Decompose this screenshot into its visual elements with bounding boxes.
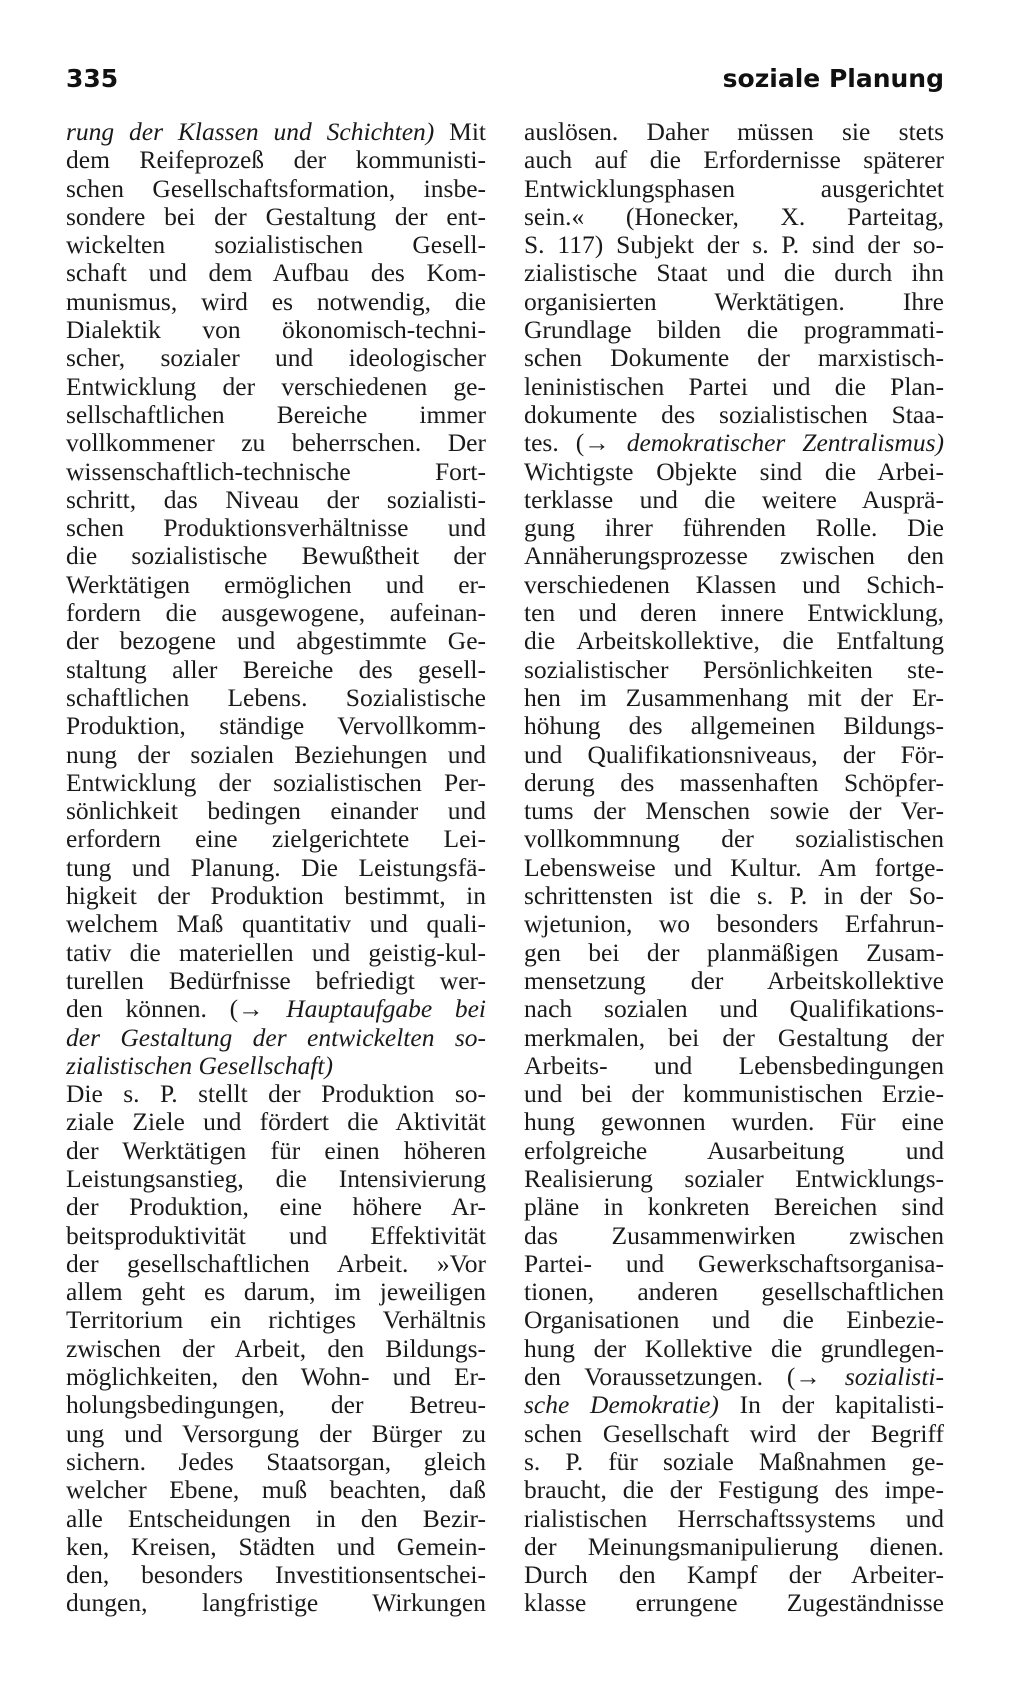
text-line: [66, 1505, 486, 1533]
text-line: [524, 1193, 944, 1221]
text-line: [524, 712, 944, 740]
text-segment: höhung des allgemeinen Bildungs-: [524, 712, 944, 741]
text-line: [66, 118, 486, 146]
text-line: [66, 1589, 486, 1617]
text-segment: welcher Ebene, muß beachten, daß: [66, 1476, 486, 1505]
text-line: [524, 1306, 944, 1334]
text-line: [524, 288, 944, 316]
text-line: [66, 825, 486, 853]
text-line: [66, 288, 486, 316]
italic-reference: sche Demokratie): [524, 1391, 719, 1420]
text-segment: schen Gesellschaft wird der Begriff: [524, 1419, 944, 1448]
text-segment: wissenschaftlich-technische Fort-: [66, 457, 486, 486]
text-segment: pläne in konkreten Bereichen sind: [524, 1193, 944, 1222]
text-segment: der Meinungsmanipulierung dienen.: [524, 1532, 944, 1561]
text-segment: derung des massenhaften Schöpfer-: [524, 768, 944, 797]
text-line: [66, 344, 486, 372]
text-segment: turellen Bedürfnisse befriedigt wer-: [66, 966, 486, 995]
right-text-column: [524, 118, 944, 1618]
text-line: [66, 231, 486, 259]
text-line: [66, 1024, 486, 1052]
text-segment: nach sozialen und Qualifikations-: [524, 995, 944, 1024]
text-segment: der bezogene und abgestimmte Ge-: [66, 627, 486, 656]
text-segment: zialistische Staat und die durch ihn: [524, 259, 944, 288]
text-line: [66, 1533, 486, 1561]
text-segment: sozialistischer Persönlichkeiten ste-: [524, 655, 944, 684]
text-segment: beitsproduktivität und Effektivität: [66, 1221, 486, 1250]
text-segment: staltung aller Bereiche des gesell-: [66, 655, 486, 684]
text-segment: hung der Kollektive die grundlegen-: [524, 1334, 944, 1363]
text-segment: schaft und dem Aufbau des Kom-: [66, 259, 486, 288]
text-line: [524, 1589, 944, 1617]
text-segment: Territorium ein richtiges Verhältnis: [66, 1306, 486, 1335]
text-line: [524, 146, 944, 174]
text-segment: verschiedenen Klassen und Schich-: [524, 570, 944, 599]
italic-reference: demokratischer Zentralismus): [626, 429, 944, 458]
text-line: [524, 797, 944, 825]
text-segment: Leistungsanstieg, die Intensivierung: [66, 1164, 486, 1193]
text-segment: möglichkeiten, den Wohn- und Er-: [66, 1363, 486, 1392]
text-line: [524, 684, 944, 712]
text-segment: den, besonders Investitionsentschei-: [66, 1561, 486, 1590]
text-line: [66, 1448, 486, 1476]
text-line: [66, 684, 486, 712]
text-line: [524, 656, 944, 684]
text-line: [66, 995, 486, 1023]
text-segment: vollkommnung der sozialistischen: [524, 825, 944, 854]
text-segment: die sozialistische Bewußtheit der: [66, 542, 486, 571]
text-line: [524, 939, 944, 967]
text-line: [66, 656, 486, 684]
text-segment: fordern die ausgewogene, aufeinan-: [66, 599, 486, 628]
text-segment: Wichtigste Objekte sind die Arbei-: [524, 457, 944, 486]
text-segment: Organisationen und die Einbezie-: [524, 1306, 944, 1335]
text-segment: scher, sozialer und ideologischer: [66, 344, 486, 373]
text-line: [66, 1335, 486, 1363]
text-segment: und bei der kommunistischen Erzie-: [524, 1080, 944, 1109]
text-line: [524, 401, 944, 429]
text-line: [524, 1420, 944, 1448]
text-line: [524, 1024, 944, 1052]
text-line: [66, 1391, 486, 1419]
text-line: [66, 1080, 486, 1108]
text-segment: sondere bei der Gestaltung der ent-: [66, 202, 486, 231]
text-segment: die Arbeitskollektive, die Entfaltung: [524, 627, 944, 656]
text-line: [66, 627, 486, 655]
text-segment: munismus, wird es notwendig, die: [66, 287, 486, 316]
text-line: [524, 231, 944, 259]
text-segment: rialistischen Herrschaftssystems und: [524, 1504, 944, 1533]
text-line: [524, 1363, 944, 1391]
text-segment: ten und deren innere Entwicklung,: [524, 599, 944, 628]
text-segment: schen Dokumente der marxistisch-: [524, 344, 944, 373]
text-segment: und Qualifikationsniveaus, der För-: [524, 740, 944, 769]
text-segment: S. 117) Subjekt der s. P. sind der so-: [524, 231, 944, 260]
text-segment: schen Gesellschaftsformation, insbe-: [66, 174, 486, 203]
text-segment: Die s. P. stellt der Produktion so-: [66, 1080, 486, 1109]
text-line: [524, 1476, 944, 1504]
text-segment: vollkommener zu beherrschen. Der: [66, 429, 486, 458]
text-line: [524, 259, 944, 287]
text-line: [66, 712, 486, 740]
text-line: [66, 1476, 486, 1504]
text-segment: der Werktätigen für einen höheren: [66, 1136, 486, 1165]
text-line: [66, 910, 486, 938]
text-segment: den können. (→: [66, 995, 287, 1024]
text-segment: klasse errungene Zugeständnisse: [524, 1589, 944, 1618]
text-line: [524, 344, 944, 372]
text-segment: welchem Maß quantitativ und quali-: [66, 910, 486, 939]
text-line: [66, 769, 486, 797]
text-line: [524, 571, 944, 599]
text-line: [66, 486, 486, 514]
text-line: [524, 741, 944, 769]
text-segment: gen bei der planmäßigen Zusam-: [524, 938, 944, 967]
text-segment: hung gewonnen wurden. Für eine: [524, 1108, 944, 1137]
text-segment: Mit: [434, 118, 486, 146]
text-line: [66, 882, 486, 910]
text-segment: Arbeits- und Lebensbedingungen: [524, 1051, 944, 1080]
text-segment: wickelten sozialistischen Gesell-: [66, 231, 486, 260]
text-segment: sein.« (Honecker, X. Parteitag,: [524, 202, 944, 231]
text-segment: allem geht es darum, im jeweiligen: [66, 1278, 486, 1307]
text-line: [66, 797, 486, 825]
text-line: [524, 1165, 944, 1193]
text-segment: hen im Zusammenhang mit der Er-: [524, 683, 944, 712]
text-line: [66, 1363, 486, 1391]
text-segment: ziale Ziele und fördert die Aktivität: [66, 1108, 486, 1137]
text-line: [66, 373, 486, 401]
text-segment: s. P. für soziale Maßnahmen ge-: [524, 1447, 944, 1476]
running-head: soziale Planung: [722, 64, 944, 93]
text-segment: braucht, die der Festigung des impe-: [524, 1476, 944, 1505]
text-segment: den Voraussetzungen. (→: [524, 1363, 845, 1392]
text-segment: schen Produktionsverhältnisse und: [66, 514, 486, 543]
text-line: [524, 825, 944, 853]
text-line: [66, 1052, 486, 1080]
text-line: [66, 1137, 486, 1165]
text-line: [524, 967, 944, 995]
text-line: [66, 1165, 486, 1193]
text-segment: Realisierung sozialer Entwicklungs-: [524, 1164, 944, 1193]
text-segment: dem Reifeprozeß der kommunisti-: [66, 146, 486, 175]
text-line: [524, 458, 944, 486]
text-segment: zwischen der Arbeit, den Bildungs-: [66, 1334, 486, 1363]
text-line: [524, 486, 944, 514]
text-line: [66, 316, 486, 344]
text-segment: mensetzung der Arbeitskollektive: [524, 966, 944, 995]
text-segment: tung und Planung. Die Leistungsfä-: [66, 853, 486, 882]
text-segment: ken, Kreisen, Städten und Gemein-: [66, 1532, 486, 1561]
text-segment: sichern. Jedes Staatsorgan, gleich: [66, 1447, 486, 1476]
text-segment: Entwicklungsphasen ausgerichtet: [524, 174, 944, 203]
text-line: [66, 429, 486, 457]
text-segment: tativ die materiellen und geistig-kul-: [66, 938, 486, 967]
text-line: [524, 542, 944, 570]
text-line: [66, 146, 486, 174]
text-line: [524, 599, 944, 627]
text-segment: Dialektik von ökonomisch-techni-: [66, 316, 486, 345]
text-line: [524, 118, 944, 146]
text-segment: nung der sozialen Beziehungen und: [66, 740, 486, 769]
text-segment: erfordern eine zielgerichtete Lei-: [66, 825, 486, 854]
italic-reference: sozialisti-: [844, 1363, 944, 1392]
italic-reference: Hauptaufgabe bei: [286, 995, 486, 1024]
text-segment: der gesellschaftlichen Arbeit. »Vor: [66, 1249, 486, 1278]
text-segment: gung ihrer führenden Rolle. Die: [524, 514, 944, 543]
text-line: [66, 1561, 486, 1589]
text-segment: tums der Menschen sowie der Ver-: [524, 797, 944, 826]
text-segment: das Zusammenwirken zwischen: [524, 1221, 944, 1250]
page-header: [66, 64, 944, 104]
text-line: [524, 1533, 944, 1561]
text-segment: In der kapitalisti-: [718, 1391, 944, 1420]
text-line: [66, 1306, 486, 1334]
text-line: [524, 1448, 944, 1476]
text-line: [524, 627, 944, 655]
text-segment: dungen, langfristige Wirkungen: [66, 1589, 486, 1618]
text-segment: Entwicklung der verschiedenen ge-: [66, 372, 486, 401]
text-line: [524, 373, 944, 401]
text-line: [66, 1108, 486, 1136]
text-line: [524, 203, 944, 231]
text-line: [66, 1222, 486, 1250]
text-line: [66, 1278, 486, 1306]
text-segment: Grundlage bilden die programmati-: [524, 316, 944, 345]
italic-reference: rung der Klassen und Schichten): [66, 118, 435, 146]
text-line: [66, 542, 486, 570]
text-line: [524, 316, 944, 344]
text-line: [66, 854, 486, 882]
text-line: [524, 1222, 944, 1250]
italic-reference: zialistischen Gesellschaft): [66, 1051, 334, 1080]
text-line: [66, 259, 486, 287]
text-segment: wjetunion, wo besonders Erfahrun-: [524, 910, 944, 939]
text-segment: Entwicklung der sozialistischen Per-: [66, 768, 486, 797]
text-line: [524, 995, 944, 1023]
text-segment: schrittensten ist die s. P. in der So-: [524, 882, 944, 911]
text-segment: tionen, anderen gesellschaftlichen: [524, 1278, 944, 1307]
text-line: [524, 175, 944, 203]
text-segment: tes. (→: [524, 429, 627, 458]
italic-reference: der Gestaltung der entwickelten so-: [66, 1023, 486, 1052]
page-number: 335: [66, 64, 119, 93]
text-line: [524, 1052, 944, 1080]
text-line: [524, 1335, 944, 1363]
text-line: [524, 910, 944, 938]
text-segment: sönlichkeit bedingen einander und: [66, 797, 486, 826]
text-segment: Produktion, ständige Vervollkomm-: [66, 712, 486, 741]
text-line: [524, 514, 944, 542]
text-segment: leninistischen Partei und die Plan-: [524, 372, 944, 401]
text-line: [524, 429, 944, 457]
text-segment: auslösen. Daher müssen sie stets: [524, 118, 944, 146]
text-line: [66, 741, 486, 769]
text-segment: sellschaftlichen Bereiche immer: [66, 400, 486, 429]
left-text-column: [66, 118, 486, 1618]
text-segment: higkeit der Produktion bestimmt, in: [66, 882, 486, 911]
text-line: [524, 1561, 944, 1589]
text-segment: Werktätigen ermöglichen und er-: [66, 570, 486, 599]
text-line: [524, 1080, 944, 1108]
text-segment: holungsbedingungen, der Betreu-: [66, 1391, 486, 1420]
text-line: [524, 1278, 944, 1306]
text-line: [524, 882, 944, 910]
text-segment: der Produktion, eine höhere Ar-: [66, 1193, 486, 1222]
text-line: [524, 1137, 944, 1165]
text-line: [66, 939, 486, 967]
text-segment: auch auf die Erfordernisse späterer: [524, 146, 944, 175]
text-line: [66, 401, 486, 429]
text-line: [524, 1505, 944, 1533]
text-segment: ung und Versorgung der Bürger zu: [66, 1419, 486, 1448]
text-line: [524, 854, 944, 882]
text-line: [524, 1391, 944, 1419]
text-segment: Annäherungsprozesse zwischen den: [524, 542, 944, 571]
text-line: [66, 1250, 486, 1278]
text-segment: merkmalen, bei der Gestaltung der: [524, 1023, 944, 1052]
text-line: [66, 571, 486, 599]
text-segment: alle Entscheidungen in den Bezir-: [66, 1504, 486, 1533]
text-segment: dokumente des sozialistischen Staa-: [524, 400, 944, 429]
text-segment: Partei- und Gewerkschaftsorganisa-: [524, 1249, 944, 1278]
text-line: [66, 458, 486, 486]
text-segment: Durch den Kampf der Arbeiter-: [524, 1561, 944, 1590]
text-segment: schaftlichen Lebens. Sozialistische: [66, 683, 486, 712]
text-segment: erfolgreiche Ausarbeitung und: [524, 1136, 944, 1165]
text-line: [66, 175, 486, 203]
text-line: [524, 1108, 944, 1136]
text-segment: organisierten Werktätigen. Ihre: [524, 287, 944, 316]
text-line: [66, 967, 486, 995]
text-line: [66, 203, 486, 231]
text-line: [524, 1250, 944, 1278]
text-line: [66, 1193, 486, 1221]
text-segment: schritt, das Niveau der sozialisti-: [66, 485, 486, 514]
text-line: [66, 514, 486, 542]
text-segment: Lebensweise und Kultur. Am fortge-: [524, 853, 944, 882]
text-line: [66, 1420, 486, 1448]
text-segment: terklasse und die weitere Ausprä-: [524, 485, 944, 514]
text-line: [524, 769, 944, 797]
text-line: [66, 599, 486, 627]
